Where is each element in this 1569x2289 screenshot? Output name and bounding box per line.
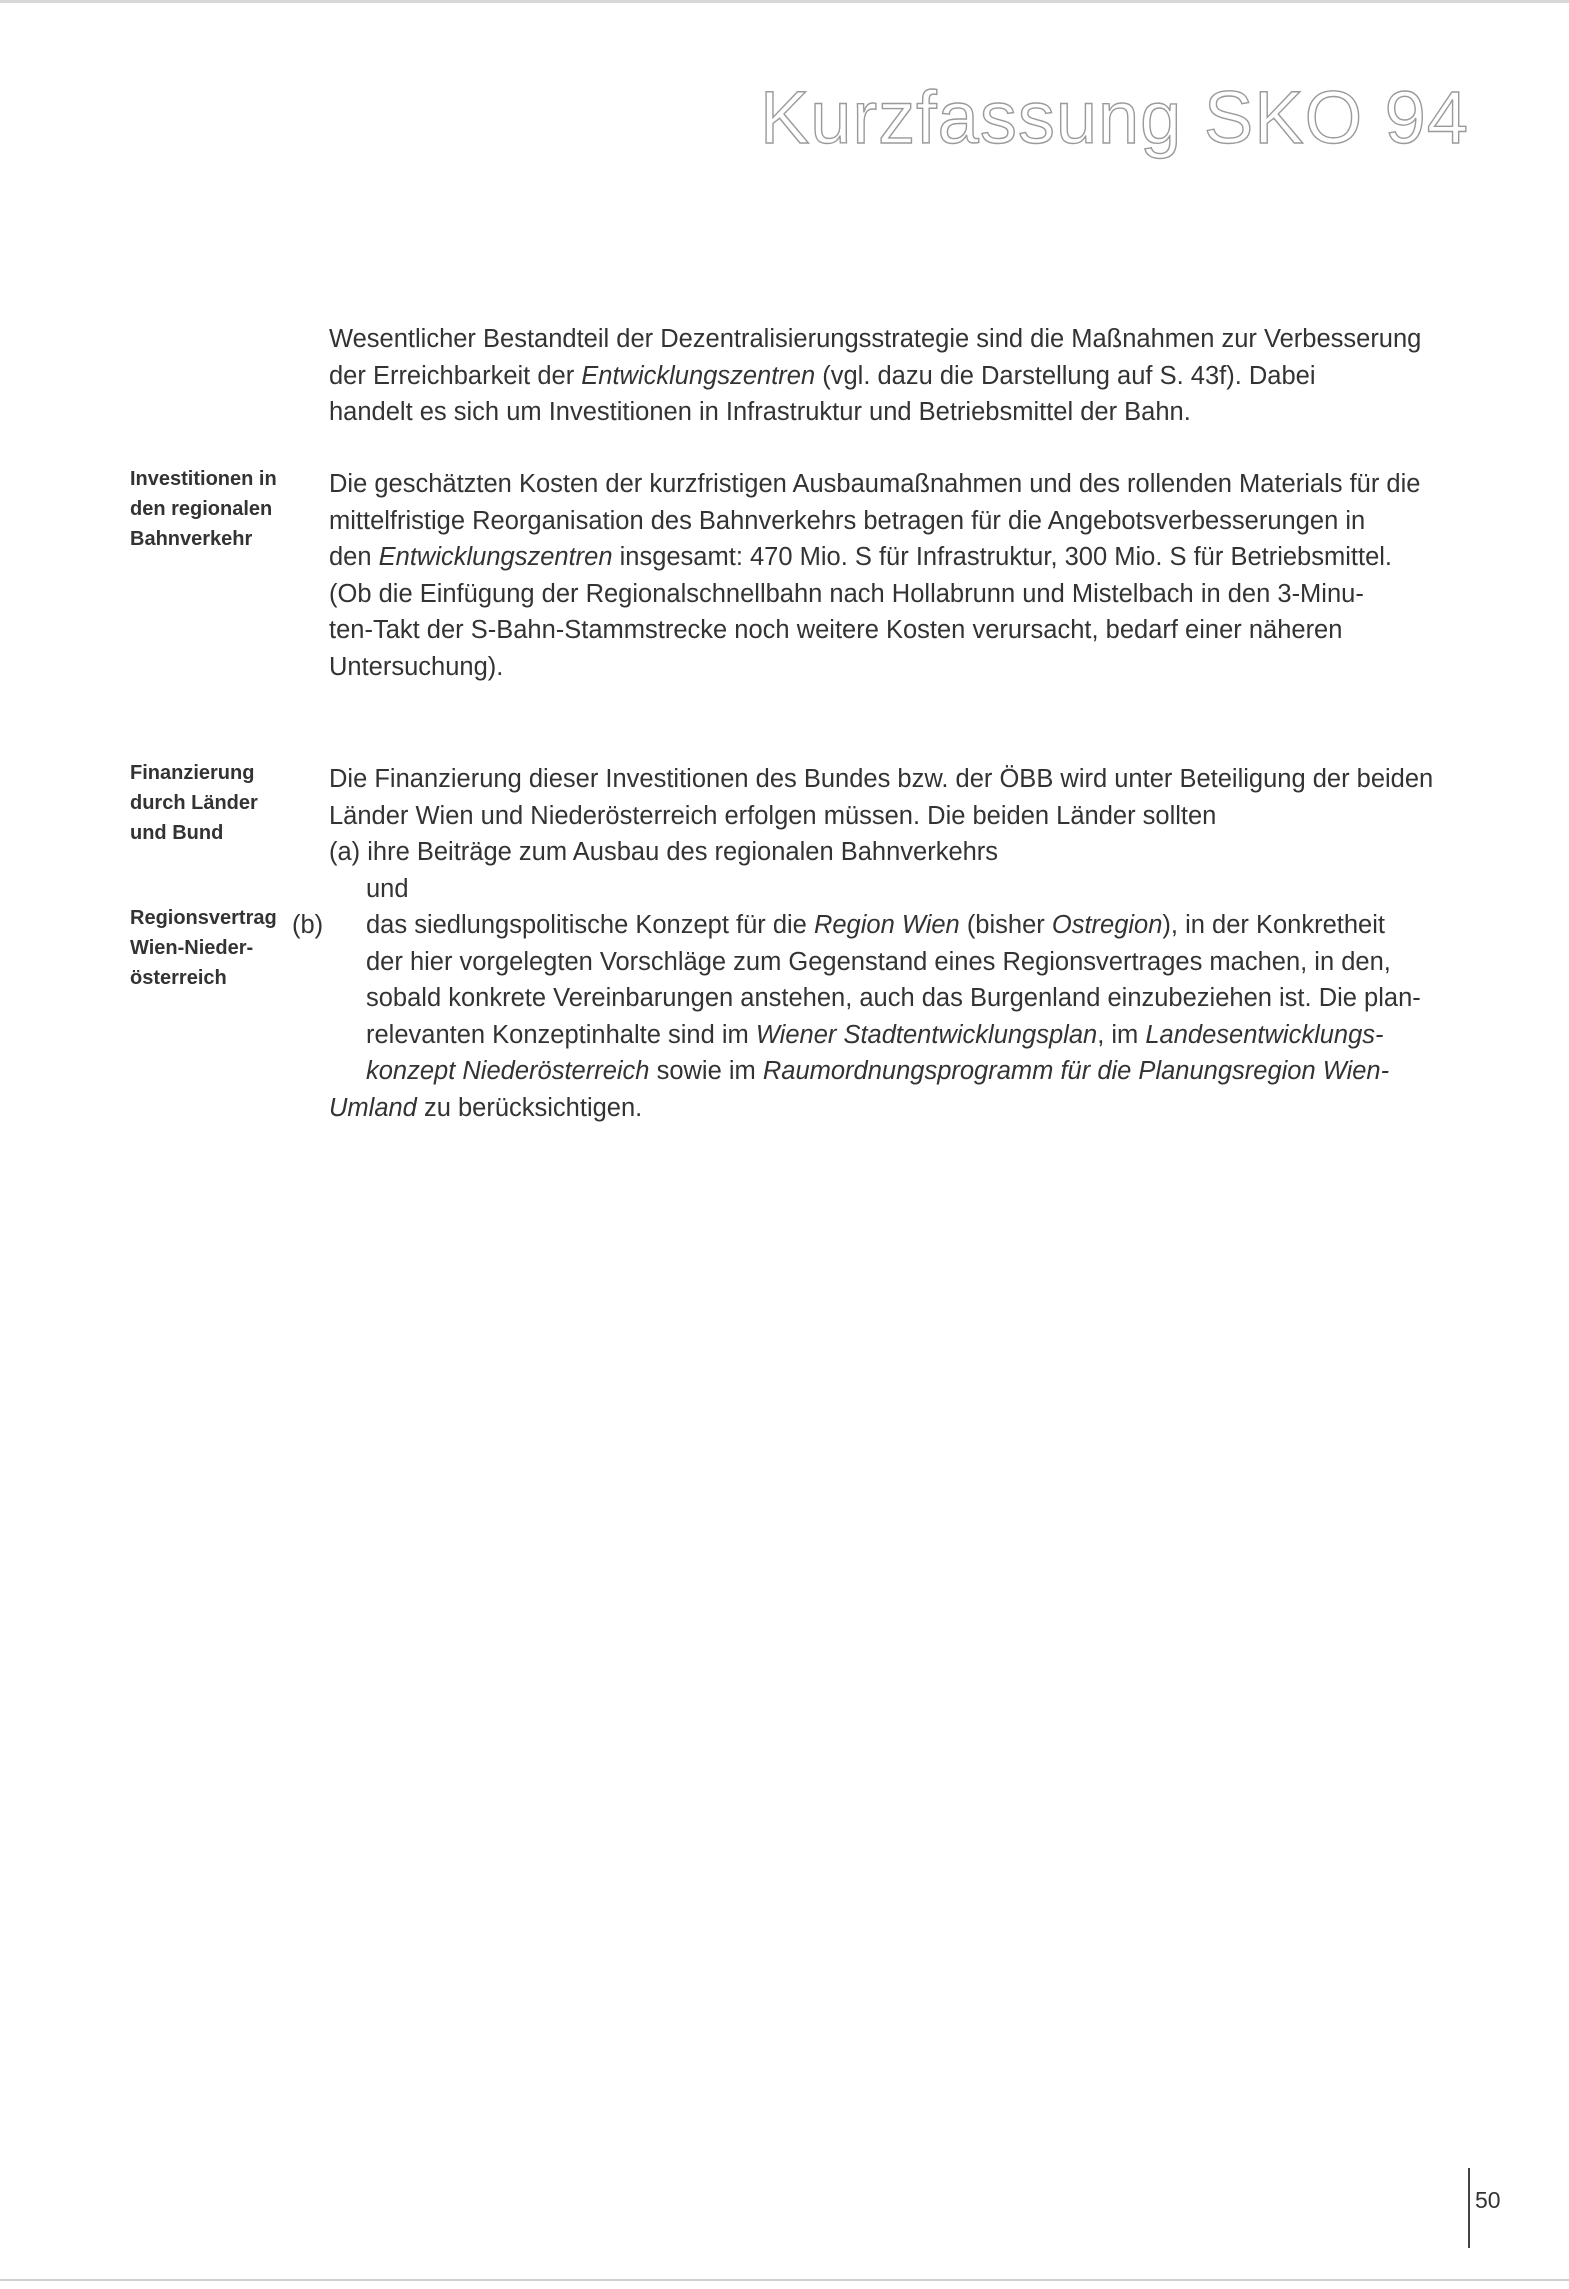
s2-item-b-line-1 xyxy=(292,907,1479,944)
intro-line-2-emphasis: Entwicklungszentren xyxy=(581,361,816,390)
page-number: 50 xyxy=(1475,2187,1501,2213)
page-title: Kurzfassung SKO 94 xyxy=(759,76,1469,159)
s1-line-3 xyxy=(329,539,1479,576)
s2-b1c: ), in der Konkretheit xyxy=(1162,911,1385,939)
s2-line-2: Länder Wien und Niederösterreich erfolgen müssen. Die beiden Länder sollten xyxy=(329,801,1217,830)
s1-line-4: (Ob die Einfügung der Regionalschnellbahn nach Hollabrunn und Mistelbach in den 3-Minu- xyxy=(329,579,1364,608)
s2-b5-emphasis-2: Raumordnungsprogramm für die Planungsregion Wien- xyxy=(762,1057,1390,1085)
s2-b4b: , im xyxy=(1097,1020,1146,1049)
s2-line-1: Die Finanzierung dieser Investitionen des Bundes bzw. der ÖBB wird unter Beteiligung der beiden xyxy=(329,765,1434,793)
s2-b1-emphasis-2: Ostregion xyxy=(1051,911,1163,939)
s2-b6b: zu berücksichtigen. xyxy=(416,1093,643,1122)
s1-line-5: ten-Takt der S-Bahn-Stammstrecke noch weitere Kosten verursacht, bedarf einer näheren xyxy=(329,616,1343,644)
s2-b1a: das siedlungspolitische Konzept für die xyxy=(366,911,814,939)
intro-paragraph xyxy=(329,321,1479,431)
s2-b5-emphasis-1: konzept Niederösterreich xyxy=(366,1057,650,1085)
s1-line-2: mittelfristige Reorganisation des Bahnverkehrs betragen für die Angebotsverbesserungen in xyxy=(329,506,1366,535)
page-number-bar xyxy=(1468,2168,1470,2248)
s1-line-3a: den xyxy=(329,543,379,571)
intro-line-2b: (vgl. dazu die Darstellung auf S. 43f). Dabei xyxy=(815,361,1316,390)
intro-line-3: handelt es sich um Investitionen in Infrastruktur und Betriebsmittel der Bahn. xyxy=(329,398,1191,426)
s2-item-b-line-6 xyxy=(329,1090,1479,1127)
section1-paragraph xyxy=(329,466,1479,685)
s2-item-b-line-3: sobald konkrete Vereinbarungen anstehen, auch das Burgenland einzubeziehen ist. Die plan- xyxy=(366,984,1421,1012)
sidenote-finanzierung: Finanzierung durch Länder und Bund xyxy=(130,762,258,844)
s2-item-b-line-2: der hier vorgelegten Vorschläge zum Gegenstand eines Regionsvertrages machen, in den, xyxy=(366,947,1391,976)
s2-b1b: (bisher xyxy=(959,911,1052,939)
s2-item-b-line-4 xyxy=(329,1017,1479,1054)
sidenote-regionsvertrag: Regionsvertrag Wien-Nieder- österreich xyxy=(130,907,277,989)
s1-line-3-emphasis: Entwicklungszentren xyxy=(378,543,613,571)
s2-item-a: (a) ihre Beiträge zum Ausbau des regionalen Bahnverkehrs xyxy=(329,838,999,866)
intro-line-1: Wesentlicher Bestandteil der Dezentralisierungsstrategie sind die Maßnahmen zur Verbesserung xyxy=(329,325,1422,353)
s2-b5b: sowie im xyxy=(649,1057,763,1085)
s2-b4a: relevanten Konzeptinhalte sind im xyxy=(366,1020,756,1049)
s1-line-6: Untersuchung). xyxy=(329,652,504,681)
s2-b4-emphasis-1: Wiener Stadtentwicklungsplan xyxy=(755,1020,1098,1049)
bottom-rule xyxy=(0,2279,1569,2281)
s2-item-b-line-5 xyxy=(329,1053,1479,1090)
s2-item-b-label: (b) xyxy=(292,911,324,939)
s2-b1-emphasis-1: Region Wien xyxy=(813,911,960,939)
top-rule xyxy=(0,0,1569,3)
section2-paragraph xyxy=(292,761,1479,1126)
s2-b4-emphasis-2: Landesentwicklungs- xyxy=(1145,1020,1384,1049)
s2-b6-emphasis: Umland xyxy=(329,1093,417,1122)
s2-und: und xyxy=(366,874,409,903)
sidenote-investitionen: Investitionen in den regionalen Bahnverkehr xyxy=(130,468,277,550)
intro-line-2 xyxy=(329,358,1479,395)
intro-line-2a: der Erreichbarkeit der xyxy=(329,361,582,390)
s1-line-3b: insgesamt: 470 Mio. S für Infrastruktur, 300 Mio. S für Betriebsmittel. xyxy=(612,543,1392,571)
s1-line-1: Die geschätzten Kosten der kurzfristigen Ausbaumaßnahmen und des rollenden Materials für die xyxy=(329,470,1421,498)
